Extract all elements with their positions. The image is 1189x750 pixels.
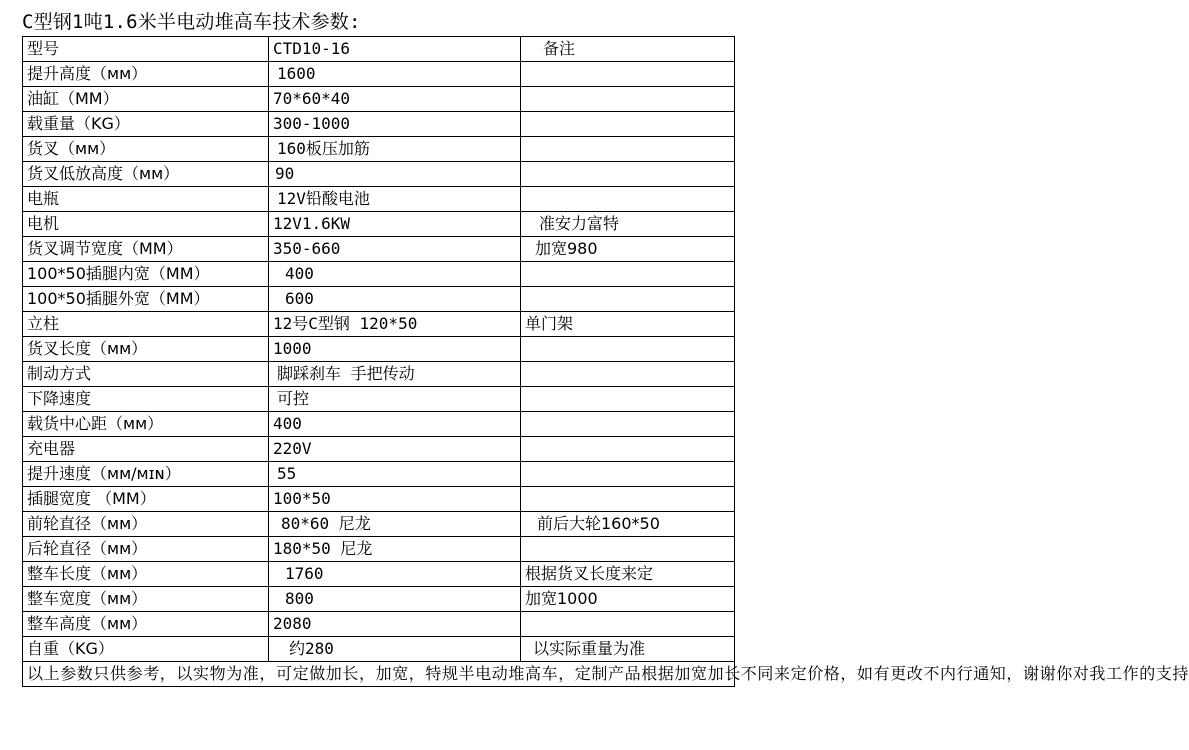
value-cell — [269, 162, 521, 187]
remark-cell — [521, 162, 735, 187]
header-value: CTD10-16 — [269, 37, 521, 62]
value-cell — [269, 537, 521, 562]
spec-table-body — [23, 37, 1189, 687]
remark-cell-text: 准安力富特 — [539, 214, 620, 233]
remark-cell — [521, 112, 735, 137]
table-row — [23, 312, 735, 337]
param-cell-text: 立柱 — [27, 314, 60, 333]
remark-cell — [521, 237, 735, 262]
table-row — [23, 612, 735, 637]
value-cell — [269, 337, 521, 362]
table-row — [23, 462, 735, 487]
header-remark-label: 备注 — [543, 39, 576, 58]
value-cell — [269, 587, 521, 612]
remark-cell — [521, 187, 735, 212]
remark-cell — [521, 562, 735, 587]
table-row — [23, 62, 735, 87]
value-cell-text: 400 — [285, 264, 314, 283]
table-row — [23, 487, 735, 512]
param-cell — [23, 212, 269, 237]
value-cell — [269, 287, 521, 312]
param-cell-text: 提升速度（мм/мɪɴ） — [27, 464, 181, 483]
table-row — [23, 212, 735, 237]
value-cell — [269, 212, 521, 237]
param-cell-text: 100*50插腿外宽（MM） — [27, 289, 210, 308]
table-row — [23, 587, 735, 612]
table-row — [23, 187, 735, 212]
remark-cell — [521, 587, 735, 612]
remark-cell-text: 以实际重量为准 — [533, 639, 646, 658]
value-cell-text: 600 — [285, 289, 314, 308]
note-text: 以上参数只供参考，以实物为准，可定做加长，加宽，特规半电动堆高车，定制产品根据加宽加长不同来定价格，如有更改不内行通知，谢谢你对我工作的支持 — [23, 662, 735, 687]
value-cell-text: 1760 — [285, 564, 324, 583]
value-cell — [269, 462, 521, 487]
table-row — [23, 237, 735, 262]
param-cell-text: 整车高度（мм） — [27, 614, 148, 633]
value-cell-text: 70*60*40 — [273, 89, 351, 108]
remark-cell — [521, 487, 735, 512]
param-cell — [23, 637, 269, 662]
value-cell — [269, 637, 521, 662]
remark-cell — [521, 637, 735, 662]
remark-cell — [521, 312, 735, 337]
param-cell-text: 货叉长度（мм） — [27, 339, 148, 358]
value-cell — [269, 612, 521, 637]
remark-cell — [521, 412, 735, 437]
param-cell-text: 前轮直径（мм） — [27, 514, 148, 533]
remark-cell — [521, 387, 735, 412]
param-cell-text: 载货中心距（мм） — [27, 414, 164, 433]
value-cell — [269, 387, 521, 412]
table-row — [23, 562, 735, 587]
value-cell-text: 160板压加筋 — [277, 139, 370, 158]
value-cell — [269, 312, 521, 337]
remark-cell — [521, 212, 735, 237]
param-cell — [23, 287, 269, 312]
param-cell-text: 100*50插腿内宽（MM） — [27, 264, 210, 283]
table-row — [23, 637, 735, 662]
param-cell — [23, 87, 269, 112]
value-cell — [269, 362, 521, 387]
remark-cell — [521, 362, 735, 387]
remark-cell — [521, 262, 735, 287]
remark-cell — [521, 537, 735, 562]
param-cell — [23, 162, 269, 187]
table-row — [23, 137, 735, 162]
param-cell-text: 插腿宽度 （MM） — [27, 489, 156, 508]
header-remark — [521, 37, 735, 62]
remark-cell-text: 根据货叉长度来定 — [525, 564, 654, 583]
remark-cell — [521, 87, 735, 112]
value-cell-text: 800 — [285, 589, 314, 608]
param-cell-text: 货叉（мм） — [27, 139, 116, 158]
table-row — [23, 162, 735, 187]
remark-cell — [521, 337, 735, 362]
param-cell — [23, 462, 269, 487]
remark-cell — [521, 137, 735, 162]
param-cell-text: 货叉低放高度（мм） — [27, 164, 180, 183]
value-cell-text: 80*60 尼龙 — [281, 514, 371, 533]
value-cell-text: 12V铅酸电池 — [277, 189, 370, 208]
value-cell — [269, 262, 521, 287]
param-cell-text: 油缸（MM） — [27, 89, 119, 108]
value-cell-text: 100*50 — [273, 489, 331, 508]
value-cell-text: 2080 — [273, 614, 312, 633]
table-row — [23, 287, 735, 312]
param-cell — [23, 137, 269, 162]
value-cell-text: 12号C型钢 120*50 — [273, 314, 418, 333]
param-cell — [23, 362, 269, 387]
param-cell — [23, 562, 269, 587]
table-row — [23, 437, 735, 462]
param-cell-text: 充电器 — [27, 439, 76, 458]
value-cell — [269, 62, 521, 87]
remark-cell — [521, 287, 735, 312]
remark-cell — [521, 512, 735, 537]
table-row — [23, 262, 735, 287]
param-cell-text: 提升高度（мм） — [27, 64, 148, 83]
param-cell-text: 载重量（KG） — [27, 114, 130, 133]
param-cell — [23, 62, 269, 87]
param-cell-text: 自重（KG） — [27, 639, 114, 658]
value-cell-text: 脚踩刹车 手把传动 — [277, 364, 415, 383]
value-cell — [269, 562, 521, 587]
value-cell-text: 350-660 — [273, 239, 341, 258]
note-row — [23, 662, 735, 687]
value-cell — [269, 187, 521, 212]
table-row — [23, 362, 735, 387]
value-cell-text: 可控 — [277, 389, 310, 408]
remark-cell — [521, 437, 735, 462]
table-row — [23, 337, 735, 362]
header-param: 型号 — [23, 37, 269, 62]
value-cell-text: 1600 — [277, 64, 316, 83]
remark-cell — [521, 62, 735, 87]
value-cell-text: 400 — [273, 414, 302, 433]
value-cell-text: 12V1.6KW — [273, 214, 351, 233]
param-cell — [23, 337, 269, 362]
value-cell-text: 55 — [277, 464, 297, 483]
param-cell — [23, 262, 269, 287]
value-cell — [269, 487, 521, 512]
table-row — [23, 537, 735, 562]
param-cell-text: 电瓶 — [27, 189, 60, 208]
remark-cell-text: 单门架 — [525, 314, 574, 333]
value-cell — [269, 137, 521, 162]
param-cell — [23, 187, 269, 212]
param-cell-text: 电机 — [27, 214, 60, 233]
value-cell — [269, 237, 521, 262]
value-cell-text: 1000 — [273, 339, 312, 358]
value-cell-text: 300-1000 — [273, 114, 351, 133]
table-row — [23, 87, 735, 112]
value-cell-text: 180*50 尼龙 — [273, 539, 373, 558]
value-cell — [269, 412, 521, 437]
remark-cell-text: 加宽980 — [535, 239, 598, 258]
param-cell-text: 制动方式 — [27, 364, 92, 383]
param-cell — [23, 487, 269, 512]
value-cell — [269, 87, 521, 112]
param-cell — [23, 612, 269, 637]
table-row — [23, 112, 735, 137]
remark-cell — [521, 462, 735, 487]
table-row — [23, 512, 735, 537]
param-cell — [23, 512, 269, 537]
param-cell — [23, 412, 269, 437]
value-cell-text: 90 — [275, 164, 295, 183]
value-cell — [269, 112, 521, 137]
param-cell — [23, 387, 269, 412]
spec-table — [22, 36, 1189, 687]
param-cell-text: 后轮直径（мм） — [27, 539, 148, 558]
value-cell — [269, 512, 521, 537]
value-cell-text: 约280 — [289, 639, 334, 658]
param-cell-text: 货叉调节宽度（MM） — [27, 239, 183, 258]
param-cell — [23, 112, 269, 137]
param-cell-text: 整车宽度（мм） — [27, 589, 148, 608]
remark-cell-text: 前后大轮160*50 — [537, 514, 660, 533]
param-cell-text: 下降速度 — [27, 389, 92, 408]
remark-cell — [521, 612, 735, 637]
table-row — [23, 387, 735, 412]
table-header-row — [23, 37, 735, 62]
param-cell — [23, 587, 269, 612]
param-cell — [23, 537, 269, 562]
value-cell — [269, 437, 521, 462]
param-cell — [23, 312, 269, 337]
table-row — [23, 412, 735, 437]
value-cell-text: 220V — [273, 439, 312, 458]
param-cell-text: 整车长度（мм） — [27, 564, 148, 583]
remark-cell-text: 加宽1000 — [525, 589, 598, 608]
param-cell — [23, 237, 269, 262]
page-title: C型钢1吨1.6米半电动堆高车技术参数: — [22, 11, 361, 33]
param-cell — [23, 437, 269, 462]
